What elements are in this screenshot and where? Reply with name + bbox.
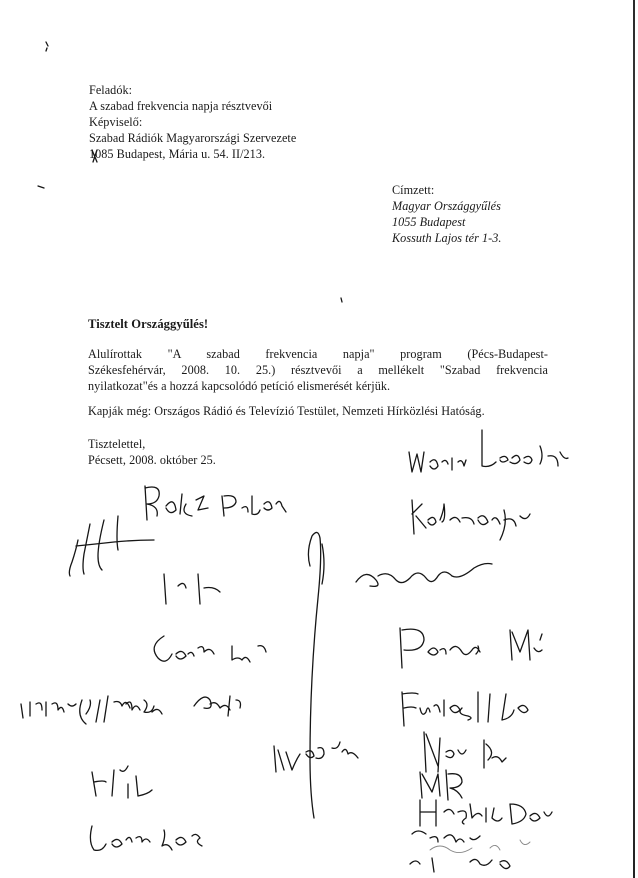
- sender-organization: Szabad Rádiók Magyarországi Szervezete: [89, 131, 297, 145]
- signature: [420, 770, 462, 800]
- body-line: Alulírottak "A szabad frekvencia napja" program (Pécs-Budapest-: [88, 347, 548, 361]
- signature: [308, 532, 324, 818]
- signature: [145, 486, 286, 520]
- body-line: Székesfehérvár, 2008. 10. 25.) résztvevői a mellékelt "Szabad frekvencia: [88, 363, 548, 377]
- signature: [194, 696, 241, 716]
- recipient-label: Címzett:: [392, 183, 435, 197]
- body-line: nyilatkozat"és a hozzá kapcsolódó petíció elismerését kérjük.: [88, 379, 391, 393]
- scan-mark: [341, 298, 342, 302]
- signature: [412, 500, 530, 540]
- scan-mark: [38, 186, 44, 188]
- signature: [90, 826, 202, 850]
- scan-mark: [46, 42, 48, 51]
- recipient-city: 1055 Budapest: [392, 215, 466, 229]
- signature: [410, 858, 510, 872]
- signature: [430, 840, 530, 853]
- recipient-street: Kossuth Lajos tér 1-3.: [392, 231, 502, 245]
- signature: [356, 564, 492, 587]
- sender-name: A szabad frekvencia napja résztvevői: [89, 99, 273, 113]
- signature: [69, 516, 154, 576]
- salutation: Tisztelt Országgyűlés!: [88, 317, 209, 331]
- signature: [21, 696, 162, 724]
- signature: [402, 692, 528, 726]
- signature: [424, 732, 506, 772]
- sender-address: 1085 Budapest, Mária u. 54. II/213.: [89, 147, 266, 161]
- cc-line: Kapják még: Országos Rádió és Televízió Testület, Nemzeti Hírközlési Hatóság.: [88, 404, 485, 418]
- handwritten-correction: [92, 150, 97, 162]
- signature: [409, 430, 568, 472]
- sender-label: Feladók:: [89, 83, 133, 97]
- signature: [274, 742, 358, 772]
- place-date: Pécsett, 2008. október 25.: [88, 453, 216, 467]
- recipient-name: Magyar Országgyűlés: [392, 199, 501, 213]
- signature: [400, 628, 542, 668]
- signature: [154, 636, 266, 662]
- signature: [420, 800, 552, 826]
- signature: [92, 766, 152, 798]
- signature: [164, 574, 220, 604]
- signature: [412, 831, 480, 842]
- representative-label: Képviselő:: [89, 115, 143, 129]
- closing-greeting: Tisztelettel,: [88, 437, 146, 451]
